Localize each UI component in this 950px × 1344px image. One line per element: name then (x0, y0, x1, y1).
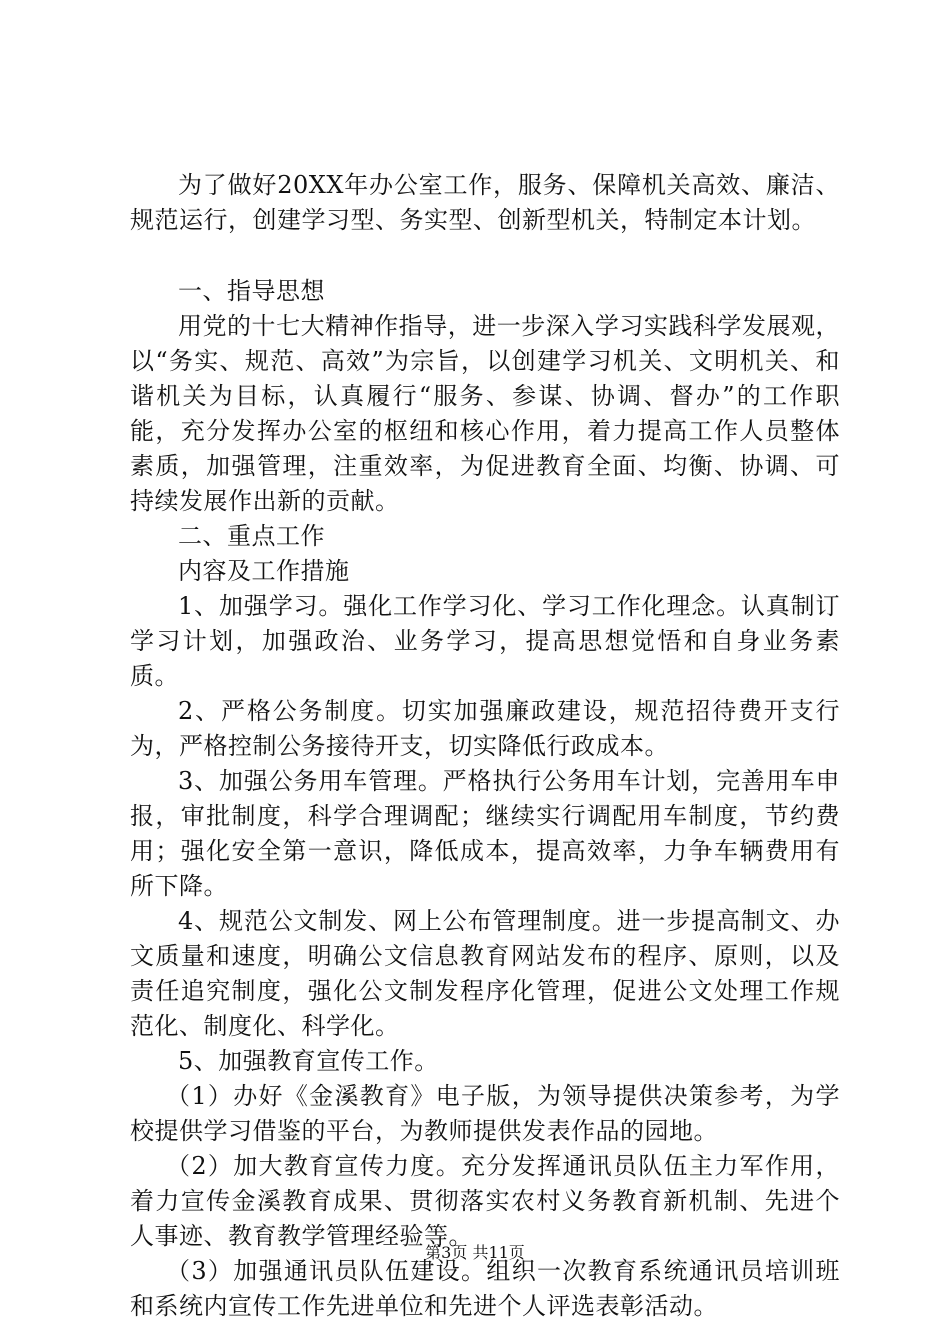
item-5-sub-3-paragraph: （3）加强通讯员队伍建设。组织一次教育系统通讯员培训班和系统内宣传工作先进单位和先进个人评选表彰活动。 (130, 1257, 840, 1320)
item-2-paragraph: 2、严格公务制度。切实加强廉政建设，规范招待费开支行为，严格控制公务接待开支，切实降低行政成本。 (130, 697, 840, 760)
item-5-sub-2-paragraph: （2）加大教育宣传力度。充分发挥通讯员队伍主力军作用，着力宣传金溪教育成果、贯彻落实农村义务教育新机制、先进个人事迹、教育教学管理经验等。 (130, 1152, 840, 1250)
item-5-sub-1-paragraph: （1）办好《金溪教育》电子版，为领导提供决策参考，为学校提供学习借鉴的平台，为教师提供发表作品的园地。 (130, 1082, 840, 1145)
item-5-paragraph: 5、加强教育宣传工作。 (178, 1047, 439, 1075)
section-heading-guiding-thought: 一、指导思想 (178, 277, 325, 305)
page-number-footer: 第3页 共11页 (425, 1243, 525, 1262)
item-1-paragraph: 1、加强学习。强化工作学习化、学习工作化理念。认真制订学习计划，加强政治、业务学习，提高思想觉悟和自身业务素质。 (130, 592, 840, 690)
guiding-thought-paragraph: 用党的十七大精神作指导，进一步深入学习实践科学发展观，以“务实、规范、高效”为宗旨，以创建学习机关、文明机关、和谐机关为目标，认真履行“服务、参谋、协调、督办”的工作职能，充分发挥办公室的枢纽和核心作用，着力提高工作人员整体素质，加强管理，注重效率，为促进教育全面、均衡、协调、可持续发展作出新的贡献。 (130, 312, 840, 515)
document-body (130, 168, 840, 1324)
item-4-paragraph: 4、规范公文制发、网上公布管理制度。进一步提高制文、办文质量和速度，明确公文信息教育网站发布的程序、原则，以及责任追究制度，强化公文制发程序化管理，促进公文处理工作规范化、制度化、科学化。 (130, 907, 840, 1040)
intro-paragraph: 为了做好20XX年办公室工作，服务、保障机关高效、廉洁、规范运行，创建学习型、务实型、创新型机关，特制定本计划。 (130, 171, 840, 234)
section-heading-key-work: 二、重点工作 (178, 522, 325, 550)
item-3-paragraph: 3、加强公务用车管理。严格执行公务用车计划，完善用车申报，审批制度，科学合理调配；继续实行调配用车制度，节约费用；强化安全第一意识，降低成本，提高效率，力争车辆费用有所下降。 (130, 767, 840, 900)
subheading-measures: 内容及工作措施 (178, 557, 350, 585)
